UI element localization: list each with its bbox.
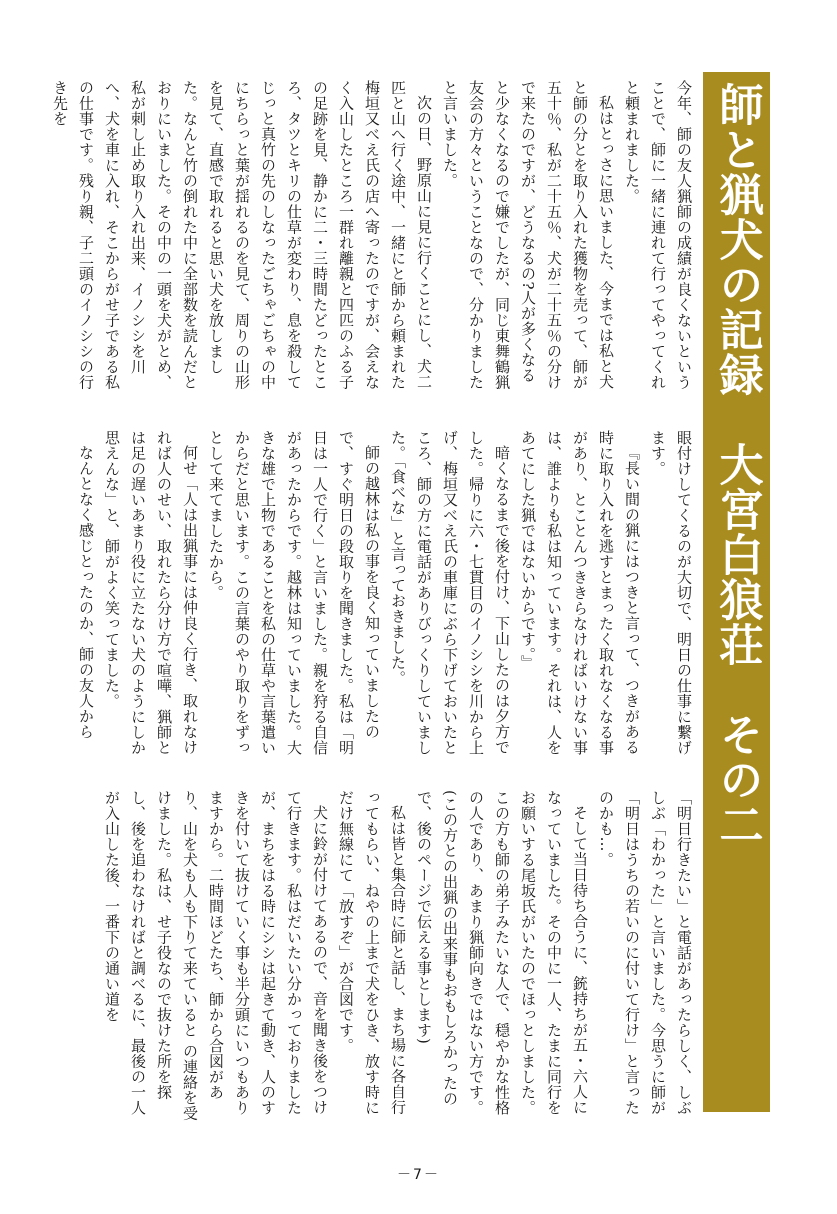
paragraph: 「明日行きたい」と電話があったらしく、しぶしぶ「わかった」と言いました。今思うに師が「明日はうちの若いのに付いて行け」と言ったのかも…。 — [597, 790, 693, 1116]
title-banner — [703, 72, 770, 1112]
text-tier-top — [51, 80, 697, 395]
article-title: 師と猟犬の記録 大宮白狼荘 その二 — [711, 82, 763, 847]
paragraph: 今年、師の友人猟師の成績が良くないということで、師に一緒に連れて行ってやってくれと頼まれました。 — [623, 80, 693, 390]
page-number: －7－ — [397, 1167, 440, 1183]
paragraph: 何せ「人は出猟事には仲良く行き、取れなければ人のせい、取れたら分け方で喧嘩、猟師とは足の遅いあまり役に立たない犬のようにしか思えんな」と、師がよく笑ってました。 — [103, 430, 199, 756]
paragraph: 『長い間の猟にはつきと言って、つきがある時に取り入れを逃すとまったく取れなくなる事があり、とことんつききらなければいけない事は、誰よりも私は知っています。それは、人をあてにした猟ではないからです。』 — [519, 430, 641, 756]
paragraph: 私はとっさに思いました、今までは私と犬と師の分とを取り入れた獲物を売って、師が五十％、私が二十五％、犬が二十五％の分けで来たのですが、どうなるの?人が多くなると少なくなるので嫌でしたが、同じ東舞鶴猟友会の方々ということなので、分かりましたと言いました。 — [441, 80, 615, 390]
paragraph: 犬に鈴が付けてあるので、音を聞き後をつけて行きます。私はだいたい分かっておりましたが、まちをはる時にシシは起きて動き、人のすきを付いて抜けていく事も半分頭にいつもありますから。二時間ほどたち、師から合図があり、山を犬も人も下りて来ていると の連絡を受けました。私は、せ子役なので抜けた所を探し、後を追わなければと調べるに、最後の一人が入山した後、一番下の通い道を — [103, 790, 329, 1121]
text-tier-middle — [77, 430, 697, 760]
paragraph: 師の越林は私の事を良く知っていましたので、すぐ明日の段取りを聞きました。私は「明日は一人で行く」と言いました。親を狩る自信があったからです。越林は知っていました。大きな雄で上物であることを私の仕草や言葉遣いからだと思います。この言葉のやり取りをずっとして来てましたから。 — [207, 430, 381, 756]
paragraph: 次の日、野原山に見に行くことにし、犬二匹と山へ行く途中、一緒にと師から頼まれた梅垣又べえ氏の店へ寄ったのですが、会えなく入山したところ一群れ離親と四匹のふる子の足跡を見、静かに二・三時間たどったところ、タツとキリの仕草が変わり、息を殺してじっと真竹の先のしなったごちゃごちゃの中にちらっと葉が揺れるのを見て、周りの山形を見て、直感で取れると思い犬を放しました。なんと竹の倒れた中に全部数を読んだとおりにいました。その中の一頭を犬がとめ、私が刺し止め取り入れ出来、イノシシを川へ、犬を車に入れ、そこからがせ子である私の仕事です。残り親、子二頭のイノシシの行き先を — [51, 80, 433, 390]
paragraph: 暗くなるまで後を付け、下山したのは夕方でした。帰りに六・七貫目のイノシシを川から上げ、梅垣又べえ氏の車庫にぶら下げておいたところ、師の方に電話がありびっくりしていました。「食べな」と言っておきました。 — [389, 430, 511, 756]
paragraph: そして当日待ち合うに、銃持ちが五・六人になっていました。その中に一人、たまに同行をお願いする尾坂氏がいたのでほっとしました。この方も師の弟子みたいな人で、穏やかな性格の人であり、あまり猟師向きではない方です。(この方との出猟の出来事もおもしろかったので、後のページで伝える事とします) — [415, 790, 589, 1116]
paragraph: 眼付けしてくるのが大切で、明日の仕事に繋げます。 — [649, 430, 693, 756]
paragraph: なんとなく感じとったのか、師の友人から — [77, 445, 95, 740]
text-tier-bottom — [103, 790, 697, 1122]
paragraph: 私は皆と集合時に師と話し、まち場に各自行ってもらい、ねやの上まで犬をひき、放す時にだけ無線にて「放すぞ」が合図です。 — [337, 790, 407, 1116]
